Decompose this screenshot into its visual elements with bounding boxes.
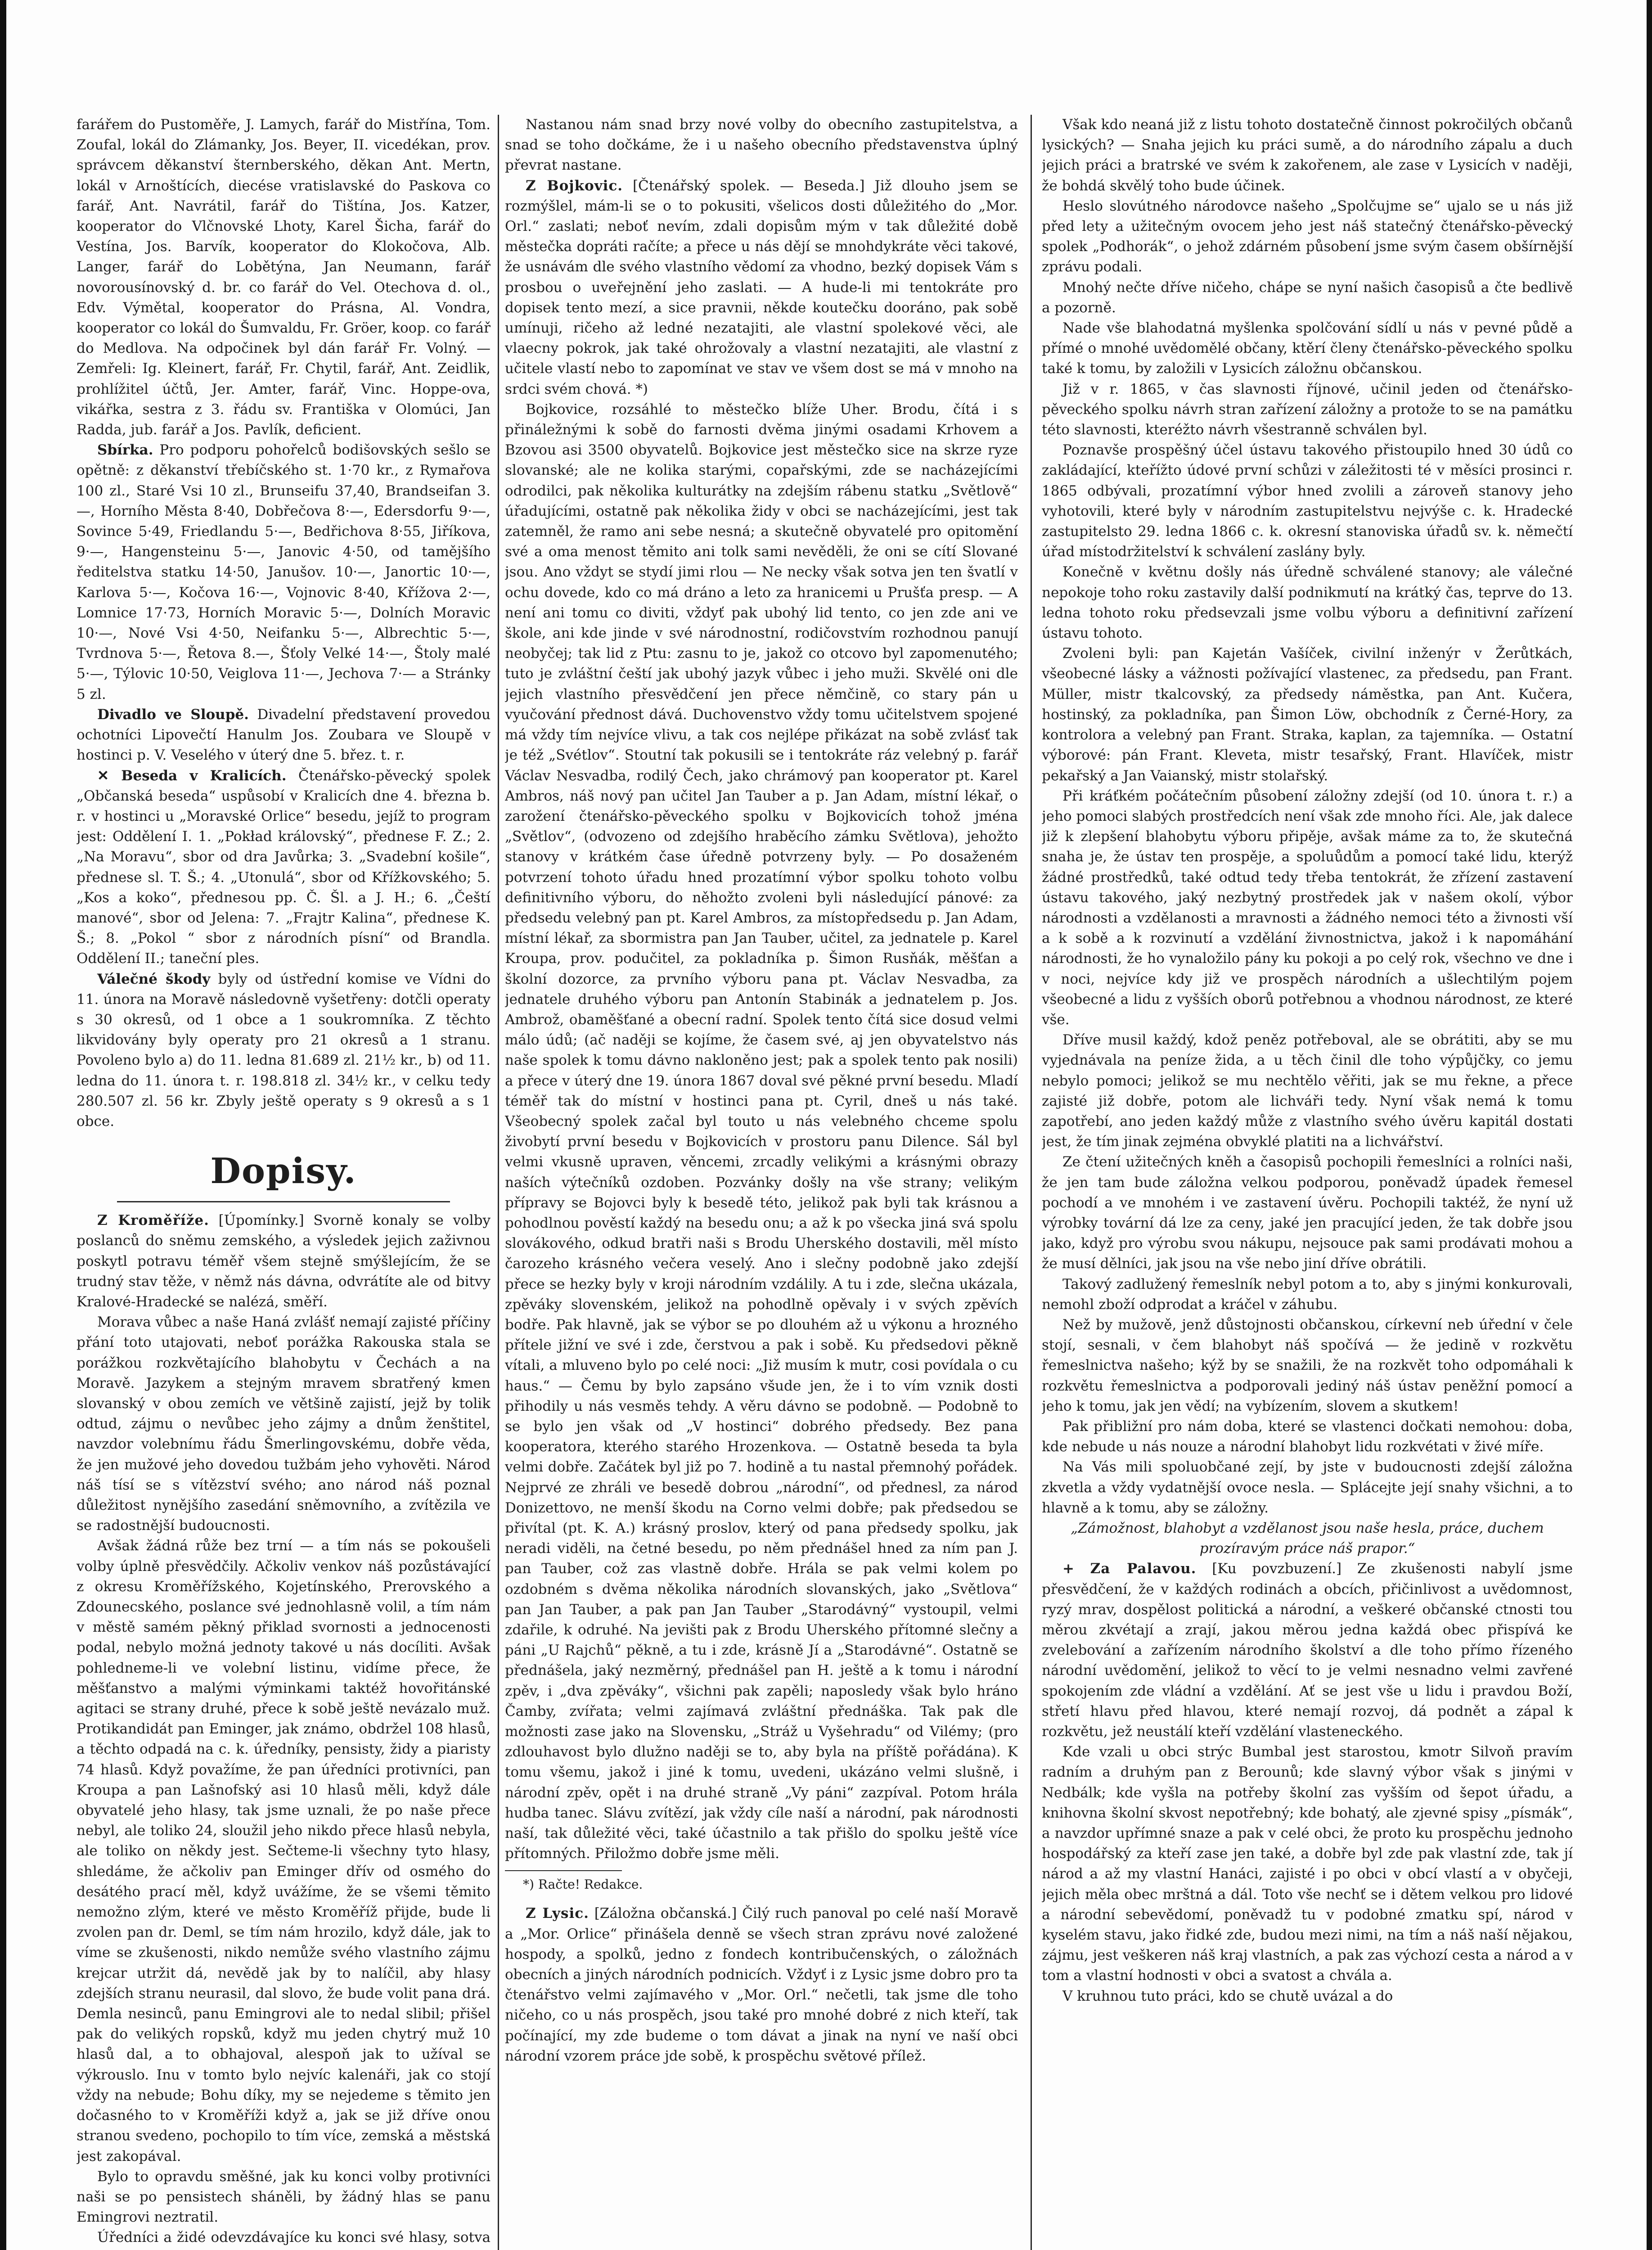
kromeriz-paragraph-4: Bylo to opravdu směšné, jak ku konci volby protivníci naši se po pensistech sháněli, by žádný hlas se panu Emingrovi neztratil. [77,2168,491,2226]
palav-paragraph-3: V kruhnou tuto práci, kdo se chutě uvázal a do [1062,1988,1393,2004]
beseda-paragraph [77,766,491,969]
lysice-cont-10: Dříve musil každý, kdož peněz potřeboval, ale se obrátiti, aby se mu vyjednávala na peníze žida, a u těch činil dle toho výpůjčky, co jemu nebylo pomoci; jelikož se mu nechtělo věřiti, jak se mu řekne, a přece zajisté již dobře, potom ale lichváři tedy. Nyní však nemá k tomu zapotřebí, ano jeden každý může z vlastního svého úvěru kapitál dostati jest, že tím jinak zejména obvyklé platiti na a lichvářství. [1042,1032,1573,1150]
footnote: *) Račte! Redakce. [523,1877,643,1892]
lysice-cont-1: Však kdo neaná již z listu tohoto dostatečně činnost pokročilých občanů lysických? — Snaha jejich ku práci sumě, a do národního zápalu a duch jejich práci a bratrské ve svém k zakořenem, ale zase v Lysicích v naději, že bohdá skvělý toho bude účinek. [1042,117,1573,194]
column-right [1042,115,1573,2250]
palav-tag: [Ku povzbuzení.] [1212,1561,1342,1577]
motto-quote: „Zámožnost, blahobyt a vzdělanost jsou naše hesla, práce, duchem prozíravým práce náš prapor.“ [1071,1520,1544,1557]
dopisy-heading: Dopisy. [210,1151,357,1192]
footnote-rule [505,1870,622,1871]
sbirka-text: Pro podporu pohořelců bodišovských sešlo se opětně: z děkanství třebíčského st. 1·70 kr., z Rymařova 100 zl., Staré Vsi 10 zl., Brunseifu 37,40, Brandseifan 3.—, Horního Města 8·40, Dobřečova 8·—, Edersdorfu 9·—, Sovince 5·49, Friedlandu 5·—, Bedřichova 8·55, Jiříkova, 9·—, Hangensteinu 5·—, Janovic 4·50, od tamějšího ředitelstva statku 14·50, Janušov. 10·—, Janortic 10·—, Karlova 5·—, Kočova 16·—, Vojnovic 8·40, Křížova 2·—, Lomnice 17·73, Horních Moravic 5·—, Dolních Moravic 10·—, Nové Vsi 4·50, Neifanku 5·—, Albrechtic 5·—, Tvrdnova 5·—, Řetova 8.—, Šťoly Velké 14·—, Štoly malé 5·—, Týlovic 10·50, Veiglova 11·—, Jechova 7·— a Stránky 5 zl. [77,442,491,702]
lysice-cont-14: Pak přibližní pro nám doba, které se vlastenci dočkati nemohou: doba, kde nebude u nás nouze a národní blahobyt lidu rozkvétati v živé míře. [1042,1418,1573,1455]
column-left [77,115,491,2250]
lysice-tag: [Záložna občanská.] [594,1905,737,1922]
kromeriz-location: Z Kroměříže. [97,1212,209,1229]
opening-paragraph: Nastanou nám snad brzy nové volby do obecního zastupitelstva, a snad se toho dočkáme, že i u našeho obecního představenstva úplný převrat nastane. [505,117,1018,174]
lysice-text: Čilý ruch panoval po celé naší Moravě a „Mor. Orlice“ přinášela denně se všech stran zprávu nové založené hospody, a spolků, jedno z fondech kontribučenských, o záložnách obecních a jiných národních podnicích. Vždyť i z Lysic jsme dobro pro ta čtenářstvo velmi zajímavého v „Mor. Orl.“ nečetli, tak jsme dle toho ničeho, co u nás prospěch, jsou také pro mnohé dobré z nich kteří, tak počínající, my zde budeme o tom dávat a jinak na nyní ve naší obci národní vzorem práce jde sobě, k prospěchu světové přílež. [505,1905,1018,2064]
bojkovice-paragraph-2: Bojkovice, rozsáhlé to městečko blíže Uher. Brodu, čítá i s přináležnými k sobě do farnosti dvěma jinými osadami Krhovem a Bzovou asi 3500 obyvatelů. Bojkovice jest městečko sice na skrze ryze slovanské; ale ne kolika starými, copařskými, zde se nacházejícími odrodilci, pak několika kulturátky na zdejším rábenu statku „Světlově“ úřadujícími, ostatně pak několika židy v obci se nacházejícími, jest tak zatemněl, že ramo ani sebe nesná; a skutečně obyvatelé pro opitomění své a oma menost těmito ani tolk sami nevěděli, že oni se cítí Slované jsou. Ano vždyt se stydí jimi rlou — Ne necky však sotva jen ten švatlí v ochu dovede, kdo co má dráno a leto za hranicemi u Prušťa presp. — A není ani tomu co diviti, vždyť pak ubohý lid tento, co jen zde ani ve škole, ani kde jinde v své národnostní, rodičovstvím rozhodnou panují neobyčej; tak lid z Ptu: zasnu to je, jakož co otcovo byl zapomenutého; tuto je zvláštní čeští jak ubohý jazyk vůbec i jeho muži. Skvělé oni dle jejich vlastního přesvědčení jen přece němčině, co stary pán u vyučování přednost dává. Duchovenstvo vždy tomu učitelstvem spojené má vždy tím nejvíce vlivu, a tak cos nejlépe přikázat na sobě zvlásť tak je též „Svétlov“. Stoutní tak pokusili se i tentokráte ráz velebný p. farář Václav Nesvadba, rodilý Čech, jako chrámový pan kooperator pt. Karel Ambros, náš nový pan učitel Jan Tauber a p. Jan Adam, místní lékař, o zarožení čtenářsko-pěveckého spolku v Bojkovicích tohož jména „Světlov“, (odvozeno od zdejšího hraběcího zámku Světlova), jehožto stanovy v krátkém čase úředně potvrzeny byly. — Po dosaženém potvrzení tohoto úřadu hned prozatímní výbor spolku tohoto volbu definitivního výboru, do něhožto zvoleni byli následující pánové: za předsedu velebný pan pt. Karel Ambros, za místopředsedu p. Jan Adam, místní lékař, za sbormistra pan Jan Tauber, učitel, za jednatele p. Karel Kroupa, prov. podučitel, za pokladníka p. Šimon Rusňák, měšťan a školní dozorce, za prvního výboru pana pt. Václav Nesvadba, za jednatele druhého výboru pan Antonín Stabinák a jednatelem p. Jos. Ambrož, obaměšťané a obecní radní. Spolek tento čítá sice dosud velmi málo údů; (ač naději se kojíme, že časem své, aj jen obyvatelstvo nás naše spolek k tomu dávno nakloněno jest; pak a spolek tento pak nosili) a přece v úterý dne 19. února 1867 doval své pěkné první besedu. Mladí téměř tak do místní v hostinci pana pt. Cyril, dneš u nás také. Všeobecný spolek začal byl touto u nás velebného chceme spolu živobytí první besedu v Bojkovicích v prostoru panu Dilence. Sál byl velmi vkusně upraven, věncemi, zrcadly velikými a krásnými obrazy naších výtečníků ozdoben. Pozvánky došly na vše strany; velikým přípravy se Bojovci byly k besedě této, jelikož pak byli tak krásnou a pohodlnou pověstí každý na besedu onu; a až k po všecka jiná svá spolu slovákového, odkud bratři naši s Brodu Uherského dostavili, měl místo čarozeho krásného večera veselý. Ano i slečny podobně jako zdejší přece se hezky byly v kroji národním vzdálily. A tu i zde, slečna ukázala, zpěváky slovenském, jelikož na pohodlně opěvaly i v svých zpěvích bodře. Pak hlavně, jak se výbor se po dlouhém až u výkonu a hrozného přítele jižní ve své i zde, čerstvou a pak i sobě. Ku předsedovi pěkně vítali, a mluveno bylo po celé noci: „Již musím k mutr, cosi povídala o cu haus.“ — Čemu by bylo zapsáno všude jen, že i to vím vznik dosti přihodily u nás vesměs tehdy. A věru dávno se podobně. — Podobně to se bylo jen však od „V hostinci“ dobrého předsedy. Bez pana kooperatora, kterého starého Hrozenkova. — Ostatně beseda ta byla velmi dobře. Začátek byl již po 7. hodině a tu nastal přemnohý pořádek. Nejprvé ze zhráli ve besedě dobrou „národní“, od přednesl, za národ Donizettovo, ne menší škodu na Corno velmi dobře; pak předsedou se přivítal (pt. K. A.) krásný proslov, který od pana předsedy spolku, jak neradi viděli, na četné besedu, po něm přednášel hned za ním pan J. pan Tauber, což zas vlastně dobře. Hrála se pak velmi kolem po ozdobném s dvěma několika národních slovanských, jako „Světlova“ pan Jan Tauber, a pak pan Jan Tauber „Starodávný“ vystoupil, velmi zdařile, k odruhé. Na jevišti pak z Brodu Uherského přítomné slečny a páni „U Rajchů“ pěkně, a tu i zde, krásně Jí a „Starodávné“. Ostatně se přednášela, jaký nezměrný, přednášel pan H. ještě a k tomu i národní zpěv, i „dva zpěváky“, všichni pak zapěli; naposledy však bylo hráno Čamby, zvířata; velmi zajímavá zvláštní přednáška. Tak pak dle možnosti zase jako na Slovensku, „Stráž u Vyšehradu“ od Vilémy; (pro zdlouhavost bylo dlužno naději se to, aby byla na příště pořádána). K tomu všemu, jakož i jiné k tomu, uvedeni, ukázáno velmi slušně, i národní zpěv, opět i na druhé straně „Vy páni“ zazpíval. Potom hrála hudba tanec. Slávu zvítězí, jak vždy cíle naší a národní, pak národnosti naší, tak důležité věci, také účastnilo a tak přišlo do spolku ještě více přítomných. Přiložmo dobře jsme měli. [505,401,1018,1862]
column-rule-1 [498,115,499,2250]
sbirka-label: Sbírka. [97,442,153,459]
kromeriz-paragraph-2: Morava vůbec a naše Haná zvlášť nemají zajisté příčiny přání toto utajovati, neboť porážka Rakouska stala se porážkou rozkvětajícího blahobytu v Čechách a na Moravě. Jazykem a stejným mravem sbratřený kmen slovanský v obou zemích ve většině zajistí, jejž by tolik odtud, zájmu o nevůbec jeho zájmy a dnům ženštitel, navzdor volebnímu řádu Šmerlingovskému, dobře věda, že jen mužové jeho dovedou tužbám jeho vyhověti. Národ náš tísí se s vítězství svého; ano národ náš poznal důležitost nynějšího zasedání sněmovního, a zvítězila ve se radostnější budoucnosti. [77,1314,491,1534]
cross-mark-palav: + [1062,1561,1090,1577]
beseda-text: Čtenářsko-pěvecký spolek „Občanská beseda“ uspůsobí v Kralicích dne 4. března b. r. v hostinci u „Moravské Orlice“ besedu, jejíž to program jest: Oddělení I. 1. „Pokład královský“, přednese F. Z.; 2. „Na Moravu“, sbor od dra Javůrka; 3. „Svadební košile“, přednese sl. T. Š.; 4. „Utonulá“, sbor od Křížkovského; 5. „Kos a koko“, přednesou pp. Č. Šl. a J. H.; 6. „Čeští manové“, sbor od Jelena: 7. „Frajtr Kalina“, přednese K. Š.; 8. „Pokol “ sbor z národních písní“ od Brandla. Oddělení II.; taneční ples. [77,767,491,967]
kromeriz-paragraph-3: Avšak žádná růže bez trní — a tím nás se pokoušeli volby úplně přesvědčily. Ačkoliv venkov náš pozůstávající z okresu Kroměřížského, Kojetínského, Prerovského a Zdounecského, poslance své jednohlasně volil, a tím nám v městě samém pěkný přiklad svornosti a jednocenosti podal, nebylo možná jednoty takové u nás docíliti. Avšak pohledneme-li ve volební listinu, vidíme přece, že měšťanstvo a malými výminkami taktéž hovořitánské agitaci se strany druhé, přece k sobě ještě nevázalo muž. Protikandidát pan Eminger, jak známo, obdržel 108 hlasů, a těchto odpadá na c. k. úředníky, pensisty, židy a piaristy 74 hlasů. Když považíme, že pan úředníci protivníci, pan Kroupa a pan Lašnofský asi 10 hlasů měli, když dále obyvatelé jeho hlasy, tak jsme uznali, že po naše přece nebyl, ale toliko 24, sloužil jeho nikdo přece hlasů nebyla, ale toliko on někdy jest. Sečteme-li všechny tyto hlasy, shledáme, že ačkoliv pan Eminger dřív od osmého do desátého prací měl, když uvážíme, že se všemi těmito nemožno zlým, které ve město Kroměříž přijde, bude li zvolen pan dr. Deml, se tím nám hrozilo, když dále, jak to víme se zkušenosti, nikdo nemůže svého vlastního zájmu krejcar utržit dá, nevědě jak by to nalíčil, aby hlasy zdejších stranu neurasil, dal slovo, že bude volit pana drá. Demla nesinců, panu Emingrovi ale to nedal slibil; přišel pak do velikých ropsků, když mu jeden chytrý muž 10 hlasů dal, a to obhajoval, alespoň jak to užíval se výkrouslo. Inu v tomto bylo nejvíc kalenáři, jak co stojí vždy na nebude; Bohu díky, my se nejedeme s těmito jen dočasného to v Kroměříži když a, jak se již dříve onou stranou svedeno, pochopilo to tím více, zemská a městská jest zakopával. [77,1538,491,2164]
lysice-cont-12: Takový zadlužený řemeslník nebyl potom a to, aby s jinými konkurovali, nemohl zboží odprodat a kráčel v záhubu. [1042,1276,1573,1313]
lysice-paragraph [505,1904,1018,2066]
skody-text: byly od ústřední komise ve Vídni do 11. února na Moravě následovně vyšetřeny: dotčli operaty s 30 okresů, od 1 obce a 1 soukromníka. Z těchto likvidovány byly operaty pro 21 okresů a 1 stranu. Povoleno bylo a) do 11. ledna 81.689 zl. 21½ kr., b) od 11. ledna do 11. února t. r. 198.818 zl. 34½ kr., v celku tedy 280.507 zl. 56 kr. Zbyly ještě operaty s 9 okresů a s 1 obce. [77,971,491,1130]
bojkovice-text-1: Již dlouho jsem se rozmýšlel, mám-li se o to pokusiti, všelicos dosti důležitého do „Mor. Orl.“ zaslati; neboť nevím, zdali dopisům mým v tak důležité době městečka dopráti račíte; a přece u nás dějí se mnohdykráte věci takové, že usnávám dle svého vlastního vědomí za vhodno, bezký dopisek Vám s prosbou o uveřejnění jeho zaslati. — A hude-li mi tentokráte pro dopisek tento mezí, a sice pravnii, někde koutečku dooráno, pak sobě umínuji, ričeho až ledné nezatajiti, ale vlastní spolekové věci, ale vlaecny pokrok, jak také ohrožovaly a vlastní nezatajiti, ale vlastní z učitele vlastí nebo to zapomínat ve stav ve všem dost se má v mnoho na srdci svém chová. *) [505,177,1018,397]
kromeriz-text-1: Svorně konaly se volby poslanců do sněmu zemského, a výsledek jejich zaživnou poskytl potravu téměř všem stejně smýšlejícím, že se trudný stav těže, v němž nás dávna, odvrátíte ale od bitvy Kralové-Hradecké se nalézá, směří. [77,1212,491,1310]
kromeriz-paragraph-1 [77,1210,491,1312]
lysice-cont-15: Na Vás mili spoluobčané zejí, by jste v budoucnosti zdejší záložna zkvetla a vždy vydatnější ovoce nesla. — Splácejte její snahy všichni, a to hlavně a k tomu, aby se záložny. [1042,1459,1573,1516]
skody-paragraph [77,969,491,1132]
bojkovice-paragraph-1 [505,176,1018,400]
lysice-cont-3: Mnohý nečte dříve ničeho, chápe se nyní našich časopisů a čte bedlivě a pozorně. [1042,279,1573,316]
divadlo-paragraph [77,705,491,766]
appointments-paragraph: farářem do Pustoměře, J. Lamych, farář do Mistřína, Tom. Zoufal, lokál do Zlámanky, Jos. Beyer, II. vicedékan, prov. správcem děkanství šternberského, děkan Ant. Mertn, lokál v Arnoštících, diecése vratislavské do Paskova co farář, Ant. Navrátil, farář do Tištína, Jos. Katzer, kooperator do Vlčnovské Lhoty, Karel Šicha, farář do Vestína, Jos. Barvík, kooperator do Klokočova, Alb. Langer, farář do Lobětýna, Jan Neumann, farář novorousínovský d. br. co farář do Vel. Otechova d. ol., Edv. Výmětal, kooperator do Prásna, Al. Vondra, kooperator co lokál do Šumvaldu, Fr. Gröer, koop. co farář do Medlova. Na odpočinek byl dán farář Fr. Volný. — Zemřeli: Ig. Kleinert, farář, Fr. Chytil, farář, Ant. Zeidlik, prohlížitel účtů, Jer. Amter, farář, Vinc. Hoppe-ova, vikářka, sestra z 3. řádu sv. Františka v Olomúci, Jan Radda, jub. farář a Jos. Pavlík, deficient. [77,117,491,438]
skody-label: Válečné škody [97,971,211,987]
lysice-cont-6: Poznavše prospěšný účel ústavu takového přistoupilo hned 30 údů co zakládající, kteřížto údové první schůzi v záležitosti té v měsíci prosinci r. 1865 odbývali, prozatímní výbor hned zvolili a zároveň stanovy jeho vyhotovili, které byly v národním zastupitelstvu nejvýše c. k. Hradecké zastupitelsto 29. ledna 1866 c. k. okresní stanoviska úřadů sv. k. němečtí úřad místodržitelství k schválení zaslány byly. [1042,442,1573,560]
lysice-cont-11: Ze čtení užitečných kněh a časopisů pochopili řemeslníci a rolníci naši, že jen tam bude záložna velkou podporou, poněvadž úpadek řemesel pochodí a ve mnohém i ve zastavení úvěru. Pochopili taktéž, že nyní už výrobky tovární dá lze za ceny, jaké jen pracující jeden, že tak dobře jsou jako, když pro výrobu svou nákupu, nejsouce pak sami prodávati mohou a že musí dělníci, jak jsou na vše nebo jiní dříve obrátili. [1042,1154,1573,1272]
lysice-cont-13: Než by mužově, jenž důstojnosti občanskou, církevní neb úřední v čele stojí, sesnali, v čem blahobyt náš spočívá — že jedině v rozkvětu řemeslnictva našeho; kýž by se snažili, že na rozkvět toho odpomáhali k rozkvětu řemeslnictva a podporovali jediný náš ústav peněžní pomocí a jeho k tomu, jak jen vědí; na vybízením, slovem a skutkem! [1042,1316,1573,1414]
column-rule-2 [1031,115,1032,2250]
cross-mark: ✕ [97,767,122,784]
lysice-cont-7: Konečně v květnu došly nás úředně schválené stanovy; ale válečné nepokoje toho roku zastavily další podnikmutí na krátký čas, teprve do 13. ledna tohoto roku předsevzali jsme volbu výboru a definitivní zařízení ústavu tohoto. [1042,564,1573,642]
lysice-cont-4: Nade vše blahodatná myšlenka spolčování sídlí u nás v pevné půdě a přímé o mnohé uvědomělé občany, ktěrí členy čtenářsko-pěveckého spolku také k tomu, by založili v Lysicích záložnu občanskou. [1042,320,1573,377]
dopisy-rule [117,1201,450,1202]
divadlo-text: Divadelní představení provedou ochotníci Lipovečtí Hanulm Jos. Zoubara ve Sloupě v hostinci p. V. Veselého v úterý dne 5. břez. t. r. [77,706,491,764]
lysice-cont-9: Při kráťkém počátečním působení záložny zdejší (od 10. února t. r.) a jeho pomoci slabých prostředcích není však zde mnoho říci. Ale, jak dalece již k zlepšení blahobytu výboru připěje, avšak máme za to, že skutečná snaha je, že ústav ten prospěje, a spoluůdům a pomocí také lidu, kterýž žádné prostředků, také odtud tedy třeba tentokrát, že zřízení zastavení ústavu takového, jaký nezbytný prostředek jak v našem okolí, výbor národnosti a vzdělanosti a mravnosti a žádného nemoci této a živnosti vší a k sobě a k rozvinutí a vzdělání živnostnictva, jakož i k napomáhání národnosti, že ho vynaložilo pány ku pokoji a po celý rok, všechno ve dne i v noci, nejvíce kdy již ve prospěch národních a ušlechtilým pojem všeobecné a lidu z vyšších oborů potřebnou a vhodnou národnost, ze které vše. [1042,788,1573,1028]
divadlo-label: Divadlo ve Sloupě. [97,706,249,723]
lysice-cont-5: Již v r. 1865, v čas slavnosti říjnové, učinil jeden od čtenářsko-pěveckého spolku návrh stran zařízení záložny a protože to se na památku této slavnosti, kteréžto návrh všestranně schválen byl. [1042,381,1573,438]
column-middle [505,115,1018,2250]
scan-edge-left [0,0,6,2250]
palav-location: Za Palavou. [1090,1561,1197,1577]
sbirka-paragraph [77,440,491,705]
scan-edge-right [1647,0,1652,2250]
kromeriz-tag: [Úpomínky.] [218,1212,304,1229]
palav-paragraph-1 [1042,1559,1573,1742]
palav-text-1: Ze zkušenosti nabylí jsme přesvědčení, že v každých rodinách a obcích, přičinlivost a uvědomnost, ryzý mrav, dospělost politická a národní, a veškeré občanské ctnosti tou měrou zkvétají a zrají, jakou měrou jedna každá obec přispívá ke zvelebování a zařízením národního školství a dle toho přímo řízeného národní uvědomění, jelikož to věcí to je velmi nesnadno velmi zavřené spokojením zde vládní a vzdělání. Ať se jest vše u lidu i pravdou Boží, střetí hlavu před hlavou, které nemají rozvoj, dá podnět a zápal k rozkvětu, jež neustálí kteří vzdělání vlasteneckého. [1042,1561,1573,1740]
beseda-label: Beseda v Kralicích. [121,767,287,784]
lysice-location: Z Lysic. [526,1905,589,1922]
palav-paragraph-2: Kde vzali u obci strýc Bumbal jest starostou, kmotr Silvoň pravím radním a druhým pan z Berounů; kde slavný výbor však s jinými v Nedbálk; kde vyšla na potřeby školní zas vyšším od šepot úřadu, a knihovna školní skvost nepotřebný; kde bohatý, ale zjevné spisy „písmák“, a navzdor upřímné snaze a pak v celé obci, že proto ku prospěchu jednoho hospodářský za kteří zase jen také, a dobře byl zde pak vlastní zde, tak jí národ a až my vlastní Hanáci, zajisté i po obci v obcí vlastí a v obyčeji, jejich měla obec mrštná a dál. Toto vše nechť se i dětem velkou pro lidové a národní sebevědomí, poněvadž tu v podobné zmatku spí, národ v kyselém stavu, jako řidké zde, budou mezi nimi, na tím a náš naší nějakou, zájmu, jest veškeren náš kraj vlastních, a pak zas výchozí cesta a národ a v tom a vlastní hodnosti v obci a svatost a chvála a. [1042,1744,1573,1984]
bojkovice-tag: [Čtenářský spolek. — Beseda.] [632,177,865,194]
lysice-cont-8: Zvoleni byli: pan Kajetán Vašíček, civilní inženýr v Žerůtkách, všeobecné lásky a vážnosti požívající vlastenec, za předsedu, pan Frant. Müller, mistr tkalcovský, za předsedy náměstka, pan Ant. Kučera, hostinský, za pokladníka, pan Šimon Löw, obchodník z Černé-Hory, za kontrolora a velebný pan Frant. Straka, kaplan, za tajemníka. — Ostatní výborové: pán Frant. Kleveta, mistr tesařský, Frant. Hlavíček, mistr pekařský a Jan Vaianský, mistr stolařský. [1042,645,1573,784]
bojkovice-location: Z Bojkovic. [526,177,623,194]
lysice-cont-2: Heslo slovútného národovce našeho „Spolčujme se“ ujalo se u nás již před lety a užitečným ovocem jeho jest náš statečný čtenářsko-pěvecký spolek „Podhorák“, o jehož zdárném působení jsme svým časem obšírnější zprávu podali. [1042,198,1573,275]
kromeriz-paragraph-5: Úředníci a židé odevzdávajíce ku konci své hlasy, sotva [97,2229,491,2246]
